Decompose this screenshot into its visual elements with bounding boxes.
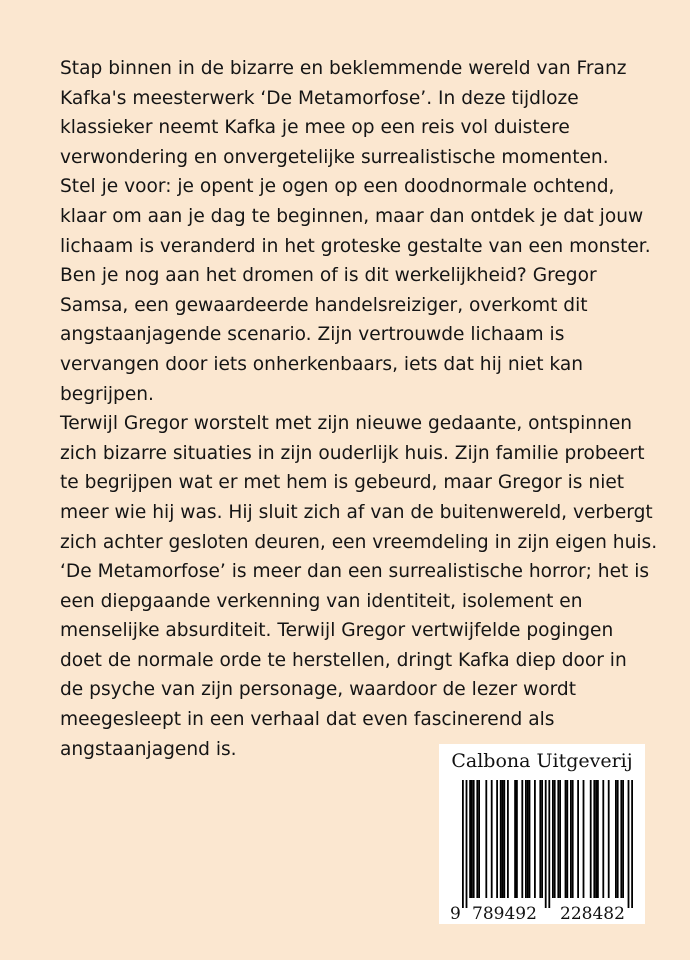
barcode-bar xyxy=(466,780,468,908)
barcode-bar xyxy=(471,780,473,898)
barcode-bar xyxy=(602,780,604,898)
barcode-bar xyxy=(595,780,597,898)
blurb-line: verwondering en onvergetelijke surrealistische momenten. xyxy=(60,146,609,168)
barcode-bar xyxy=(608,780,610,898)
barcode-bar xyxy=(496,780,498,898)
barcode-bar xyxy=(590,780,592,898)
blurb-text xyxy=(60,54,658,764)
blurb-paragraph-4 xyxy=(60,557,650,764)
barcode-bar xyxy=(617,780,619,898)
barcode-bar xyxy=(583,780,585,898)
blurb-line: angstaanjagende scenario. Zijn vertrouwde lichaam is xyxy=(60,324,565,346)
barcode-bar xyxy=(548,780,550,908)
barcode-bar xyxy=(572,780,574,898)
isbn-barcode xyxy=(448,780,638,924)
barcode-bar xyxy=(565,780,567,898)
barcode-bar xyxy=(527,780,529,898)
isbn-right-digits: 228482 xyxy=(560,904,625,924)
barcode-bar xyxy=(541,780,543,898)
blurb-line: zich bizarre situaties in zijn ouderlijk huis. Zijn familie probeert xyxy=(60,442,645,464)
barcode-bar xyxy=(478,780,480,898)
blurb-line: Ben je nog aan het dromen of is dit werkelijkheid? Gregor xyxy=(60,265,597,287)
barcode-bar xyxy=(577,780,579,898)
barcode-bar xyxy=(514,780,516,898)
barcode-bar xyxy=(552,780,554,898)
blurb-paragraph-2 xyxy=(60,172,650,409)
isbn-left-digits: 789492 xyxy=(472,904,537,924)
barcode-bar xyxy=(500,780,502,898)
blurb-line: de psyche van zijn personage, waardoor de lezer wordt xyxy=(60,679,577,701)
barcode-bar xyxy=(516,780,518,898)
barcode-bar xyxy=(570,780,572,898)
blurb-line: ‘De Metamorfose’ is meer dan een surrealistische horror; het is xyxy=(60,561,650,583)
barcode-bar xyxy=(502,780,504,898)
barcode-bar xyxy=(525,780,527,898)
blurb-line: begrijpen. xyxy=(60,383,154,405)
barcode-bar xyxy=(559,780,561,898)
blurb-line: doet de normale orde te herstellen, dringt Kafka diep door in xyxy=(60,649,627,671)
barcode-bar xyxy=(503,780,505,898)
blurb-line: klaar om aan je dag te beginnen, maar dan ontdek je dat jouw xyxy=(60,205,644,227)
blurb-line: een diepgaande verkenning van identiteit, isolement en xyxy=(60,590,583,612)
blurb-line: te begrijpen wat er met hem is gebeurd, maar Gregor is niet xyxy=(60,472,625,494)
barcode-bar xyxy=(615,780,617,898)
blurb-line: Stap binnen in de bizarre en beklemmende wereld van Franz xyxy=(60,58,627,79)
blurb-line: klassieker neemt Kafka je mee op een reis vol duistere xyxy=(60,117,570,139)
blurb-line: Kafka's meesterwerk ‘De Metamorfose’. In deze tijdloze xyxy=(60,87,579,109)
barcode-bar xyxy=(462,780,464,908)
blurb-line: meegesleept in een verhaal dat even fascinerend als xyxy=(60,709,555,731)
barcode-bar xyxy=(521,780,523,898)
blurb-line: zich achter gesloten deuren, een vreemdeling in zijn eigen huis. xyxy=(60,531,658,553)
barcode-bar xyxy=(476,780,478,898)
blurb-line: meer wie hij was. Hij sluit zich af van de buitenwereld, verbergt xyxy=(60,501,653,523)
blurb-line: Stel je voor: je opent je ogen op een doodnormale ochtend, xyxy=(60,176,615,198)
barcode-bar xyxy=(557,780,559,898)
barcode-bar xyxy=(485,780,487,898)
blurb-line: lichaam is veranderd in het groteske gestalte van een monster. xyxy=(60,235,651,257)
barcode-bar xyxy=(622,780,624,898)
blurb-line: Samsa, een gewaardeerde handelsreiziger, overkomt dit xyxy=(60,294,588,316)
blurb-line: angstaanjagend is. xyxy=(60,738,237,760)
barcode-bar xyxy=(620,780,622,898)
barcode-bar xyxy=(597,780,599,898)
barcode-bar xyxy=(628,780,630,908)
barcode-bar xyxy=(507,780,509,898)
barcode-bar xyxy=(473,780,475,898)
publisher-name: Calbona Uitgeverij xyxy=(451,750,633,772)
barcode-box xyxy=(439,744,645,924)
barcode-bar xyxy=(529,780,531,898)
barcode-bar xyxy=(554,780,556,898)
barcode-bar xyxy=(539,780,541,898)
barcode-bars xyxy=(462,780,633,908)
isbn-lead-digit: 9 xyxy=(450,904,461,924)
barcode-bar xyxy=(545,780,547,908)
blurb-line: menselijke absurditeit. Terwijl Gregor vertwijfelde pogingen xyxy=(60,620,614,642)
barcode-bar xyxy=(631,780,633,908)
barcode-bar xyxy=(534,780,536,898)
blurb-line: Terwijl Gregor worstelt met zijn nieuwe gedaante, ontspinnen xyxy=(60,413,633,435)
barcode-bar xyxy=(491,780,493,898)
barcode-bar xyxy=(469,780,471,898)
barcode-bar xyxy=(593,780,595,898)
blurb-paragraph-3 xyxy=(60,409,658,557)
blurb-paragraph-1 xyxy=(60,54,650,172)
blurb-line: vervangen door iets onherkenbaars, iets dat hij niet kan xyxy=(60,353,584,375)
barcode-bar xyxy=(566,780,568,898)
